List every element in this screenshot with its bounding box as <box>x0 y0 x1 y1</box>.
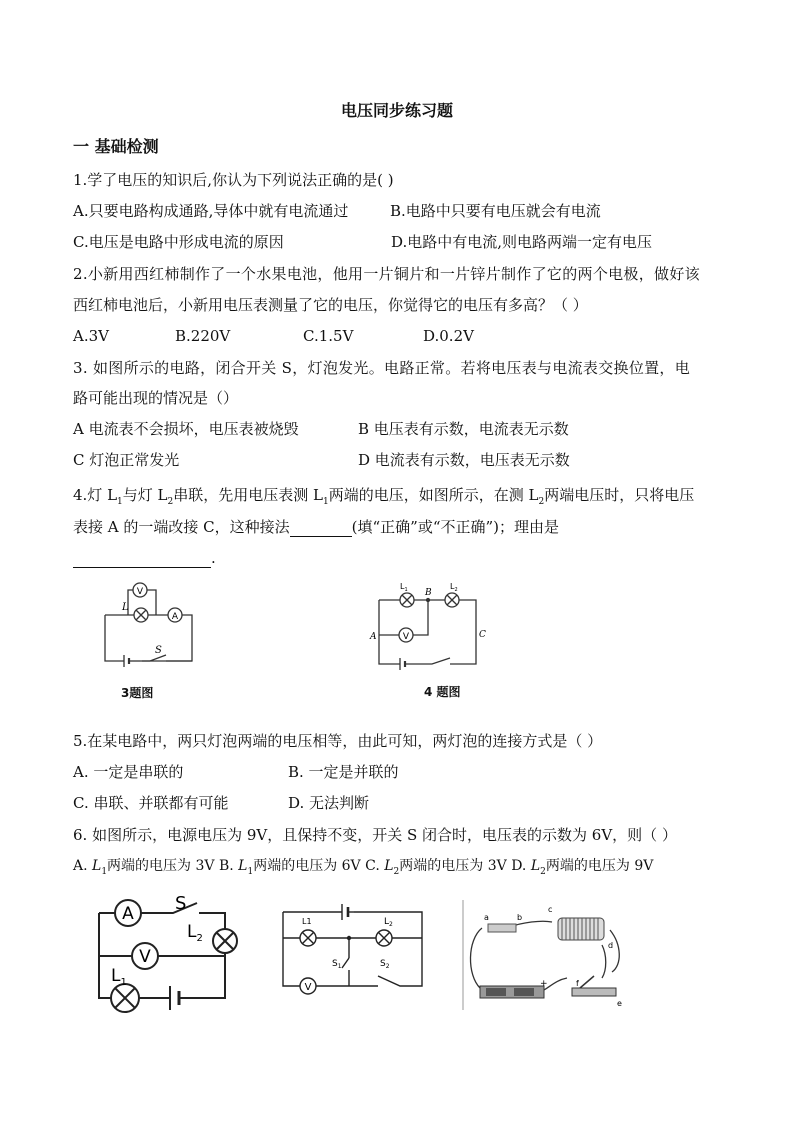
fig4-l2-label: $L_2$ <box>450 582 458 593</box>
fig6c-label-e: e <box>617 999 622 1008</box>
fig6a-l2-label: $L_2$ <box>187 922 203 944</box>
fig4-voltmeter-label: V <box>402 632 410 642</box>
answer-blank[interactable] <box>290 522 352 537</box>
q2-option-c: C.1.5V <box>303 327 354 345</box>
fig6a-ammeter-label: A <box>122 904 134 924</box>
figure-6b-circuit <box>280 902 430 1002</box>
q1-option-d: D.电路中有电流,则电路两端一定有电压 <box>391 233 653 251</box>
q1-option-b: B.电路中只要有电压就会有电流 <box>390 202 601 220</box>
fig6a-switch-label: S <box>175 893 187 914</box>
fig6c-label-plus: + <box>540 979 548 989</box>
q1-option-c: C.电压是电路中形成电流的原因 <box>73 233 284 251</box>
fig6c-label-a: a <box>484 913 489 922</box>
q3-option-a: A 电流表不会损坏，电压表被烧毁 <box>73 420 299 438</box>
fig6b-s1-label: $S_1$ <box>332 959 342 970</box>
q2-option-b: B.220V <box>175 327 231 345</box>
q5-option-b: B. 一定是并联的 <box>288 763 399 781</box>
q5-option-d: D. 无法判断 <box>288 794 370 812</box>
fig3-switch-label: S <box>155 645 162 656</box>
q3-stem-line1: 3. 如图所示的电路，闭合开关 S，灯泡发光。电路正常。若将电压表与电流表交换位置，电 <box>73 359 691 377</box>
fig6b-l1-label: L1 <box>302 917 312 926</box>
fig4-l1-label: $L_1$ <box>400 582 408 593</box>
fig6a-l1-label: $L_1$ <box>111 966 127 988</box>
q3-option-c: C 灯泡正常发光 <box>73 451 180 469</box>
q2-option-a: A.3V <box>73 327 109 345</box>
q4-stem-line1: 4.灯 $L_1$与灯 $L_2$串联，先用电压表测 $L_1$两端的电压，如图所示，在测 $L_2$两端电压时，只将电压 <box>73 486 695 507</box>
section-heading: 一 基础检测 <box>73 137 159 156</box>
q5-option-a: A. 一定是串联的 <box>73 763 184 781</box>
q5-option-c: C. 串联、并联都有可能 <box>73 794 229 812</box>
q3-option-b: B 电压表有示数，电流表无示数 <box>358 420 569 438</box>
q6-stem: 6. 如图所示，电源电压为 9V，且保持不变，开关 S 闭合时，电压表的示数为 6V，则（ ） <box>73 826 677 844</box>
fig6c-label-c: c <box>548 905 553 914</box>
page-title: 电压同步练习题 <box>340 101 453 120</box>
figure-4-circuit <box>370 580 490 672</box>
q6-options: A. $L_1$两端的电压为 3V B. $L_1$两端的电压为 6V C. $L_2$两端的电压为 3V D. $L_2$两端的电压为 9V <box>73 858 654 877</box>
q3-stem-line2: 路可能出现的情况是（） <box>73 389 239 407</box>
q4-stem-line3: . <box>73 548 216 568</box>
fig4-point-b: B <box>425 588 432 598</box>
q5-stem: 5.在某电路中，两只灯泡两端的电压相等，由此可知，两灯泡的连接方式是（ ） <box>73 732 603 750</box>
figure-3-circuit <box>100 575 210 670</box>
figure-3-caption: 3题图 <box>121 686 154 700</box>
figure-6c-apparatus <box>462 900 632 1010</box>
q1-stem: 1.学了电压的知识后,你认为下列说法正确的是( ) <box>73 171 394 189</box>
q2-option-d: D.0.2V <box>423 327 474 345</box>
fig4-point-a: A <box>370 632 377 642</box>
fig6c-label-b: b <box>517 913 523 922</box>
fig6c-label-d: d <box>608 941 614 950</box>
fig6c-label-f: f <box>576 979 579 988</box>
reason-blank[interactable] <box>73 553 211 568</box>
fig6b-voltmeter-label: V <box>304 982 312 993</box>
fig3-lamp-label: L <box>122 602 129 613</box>
fig4-point-c: C <box>479 630 486 640</box>
figure-4-caption: 4 题图 <box>424 685 461 699</box>
fig3-ammeter-label: A <box>171 612 179 622</box>
fig6b-s2-label: $S_2$ <box>380 959 390 970</box>
q4-stem-line2: 表接 A 的一端改接 C，这种接法 (填“正确”或“不正确”)；理由是 <box>73 518 560 536</box>
q3-option-d: D 电流表有示数，电压表无示数 <box>358 451 570 469</box>
fig6b-l2-label: $L_2$ <box>384 917 393 928</box>
q2-stem-line1: 2.小新用西红柿制作了一个水果电池，他用一片铜片和一片锌片制作了它的两个电极，做好该 <box>73 265 700 283</box>
q1-option-a: A.只要电路构成通路,导体中就有电流通过 <box>73 202 349 220</box>
figure-6a-circuit <box>95 893 245 1018</box>
fig6a-voltmeter-label: V <box>139 947 151 967</box>
fig3-voltmeter-label: V <box>136 587 144 597</box>
q2-stem-line2: 西红柿电池后，小新用电压表测量了它的电压，你觉得它的电压有多高？（ ） <box>73 296 588 314</box>
